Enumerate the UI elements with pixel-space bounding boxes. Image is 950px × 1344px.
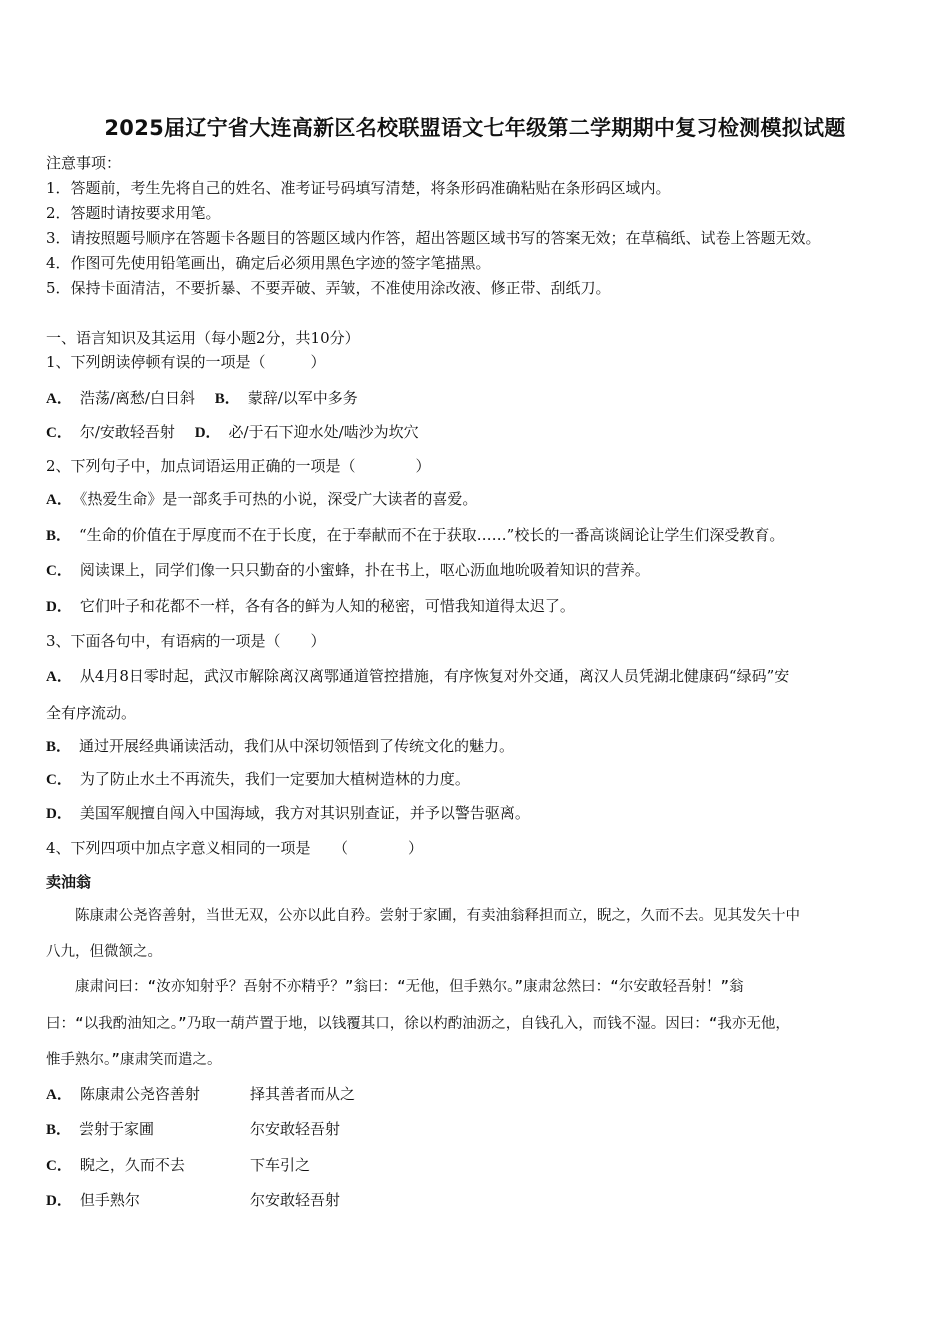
notice-item-2: 2．答题时请按要求用笔。 [46, 204, 221, 222]
option-letter: A． [46, 1087, 72, 1103]
question-4-option-d [46, 1189, 140, 1210]
option-b-left: 尝射于家圃 [79, 1120, 155, 1138]
option-letter: D． [46, 599, 72, 615]
option-b-right: 尔安敢轻吾射 [250, 1120, 341, 1138]
option-letter: C． [46, 1158, 72, 1174]
option-b-text: 蒙辞/以军中多务 [247, 389, 358, 407]
question-4-option-c [46, 1154, 185, 1175]
question-2-option-a [46, 488, 477, 509]
option-letter: B． [46, 528, 72, 544]
option-c-left: 睨之，久而不去 [79, 1156, 185, 1174]
question-4-stem: 4、下列四项中加点字意义相同的一项是 （ ） [46, 839, 424, 857]
option-c-text: 阅读课上，同学们像一只只勤奋的小蜜蜂，扑在书上，呕心沥血地吮吸着知识的营养。 [79, 561, 650, 579]
option-c-right: 下车引之 [250, 1156, 311, 1174]
notice-item-3: 3．请按照题号顺序在答题卡各题目的答题区域内作答，超出答题区域书写的答案无效；在草稿纸、试卷上答题无效。 [46, 229, 821, 247]
question-4-option-b [46, 1118, 154, 1139]
question-2-option-c [46, 559, 650, 580]
option-c-text: 为了防止水土不再流失，我们一定要加大植树造林的力度。 [79, 770, 470, 788]
question-1-stem: 1、下列朗读停顿有误的一项是（ ） [46, 353, 326, 371]
option-b-text: “生命的价值在于厚度而不在于长度，在于奉献而不在于获取……”校长的一番高谈阔论让学生们深受教育。 [79, 526, 785, 544]
question-3-option-b [46, 735, 514, 756]
option-c-text: 尔/安敢轻吾射 [79, 423, 190, 441]
option-letter: A． [46, 492, 72, 508]
option-d-text: 美国军舰擅自闯入中国海域，我方对其识别查证，并予以警告驱离。 [79, 804, 530, 822]
option-letter: C． [46, 563, 72, 579]
option-a-text: 浩荡/离愁/白日斜 [79, 389, 210, 407]
notice-item-4: 4．作图可先使用铅笔画出，确定后必须用黑色字迹的签字笔描黑。 [46, 254, 491, 272]
option-letter: D． [194, 425, 221, 441]
notice-heading: 注意事项： [46, 154, 122, 172]
option-d-text: 它们叶子和花都不一样，各有各的鲜为人知的秘密，可惜我知道得太迟了。 [79, 597, 575, 615]
question-2-option-b [46, 524, 784, 545]
question-3-option-c [46, 768, 470, 789]
passage-line: 八九，但微颔之。 [46, 944, 162, 960]
option-d-left: 但手熟尔 [79, 1191, 140, 1209]
option-letter: B． [46, 739, 72, 755]
passage-line: 曰：“以我酌油知之。”乃取一葫芦置于地，以钱覆其口，徐以杓酌油沥之，自钱孔入，而钱不湿。因曰：“我亦无他， [46, 1016, 790, 1032]
passage-line: 陈康肃公尧咨善射，当世无双，公亦以此自矜。尝射于家圃，有卖油翁释担而立，睨之，久而不去。见其发矢十中 [46, 908, 800, 924]
option-d-text: 必/于石下迎水处/啮沙为坎穴 [228, 423, 419, 441]
question-3-stem: 3、下面各句中，有语病的一项是（ ） [46, 632, 326, 650]
question-3-option-d [46, 802, 530, 823]
section-heading: 一、语言知识及其运用（每小题2分，共10分） [46, 329, 360, 347]
passage-line: 康肃问曰：“汝亦知射乎？吾射不亦精乎？”翁曰：“无他，但手熟尔。”康肃忿然曰：“尔安敢轻吾射！”翁 [46, 979, 744, 995]
question-2-stem: 2、下列句子中，加点词语运用正确的一项是（ ） [46, 457, 431, 475]
passage-title: 卖油翁 [46, 873, 92, 891]
option-a-left: 陈康肃公尧咨善射 [79, 1085, 200, 1103]
option-letter: B． [46, 1122, 72, 1138]
option-letter: C． [46, 425, 72, 441]
question-1-options-cd [46, 421, 419, 442]
notice-item-5: 5．保持卡面清洁，不要折暴、不要弄破、弄皱，不准使用涂改液、修正带、刮纸刀。 [46, 279, 611, 297]
option-letter: B． [214, 391, 240, 407]
option-d-right: 尔安敢轻吾射 [250, 1191, 341, 1209]
option-letter: D． [46, 806, 72, 822]
question-3-option-a-cont: 全有序流动。 [46, 704, 137, 722]
option-letter: A． [46, 669, 72, 685]
passage-line: 惟手熟尔。”康肃笑而遣之。 [46, 1052, 222, 1068]
option-letter: A． [46, 391, 72, 407]
page-title: 2025届辽宁省大连高新区名校联盟语文七年级第二学期期中复习检测模拟试题 [104, 116, 846, 140]
question-4-option-a [46, 1083, 200, 1104]
option-a-text: 《热爱生命》是一部炙手可热的小说，深受广大读者的喜爱。 [79, 490, 478, 508]
option-letter: C． [46, 772, 72, 788]
notice-item-1: 1．答题前，考生先将自己的姓名、准考证号码填写清楚，将条形码准确粘贴在条形码区域内。 [46, 179, 671, 197]
question-3-option-a [46, 665, 789, 686]
question-1-options-ab [46, 387, 358, 408]
option-a-text: 从4月8日零时起，武汉市解除离汉离鄂通道管控措施，有序恢复对外交通，离汉人员凭湖北健康码“绿码”安 [79, 667, 790, 685]
option-b-text: 通过开展经典诵读活动，我们从中深切领悟到了传统文化的魅力。 [79, 737, 515, 755]
option-letter: D． [46, 1193, 72, 1209]
question-2-option-d [46, 595, 575, 616]
option-a-right: 择其善者而从之 [250, 1085, 356, 1103]
